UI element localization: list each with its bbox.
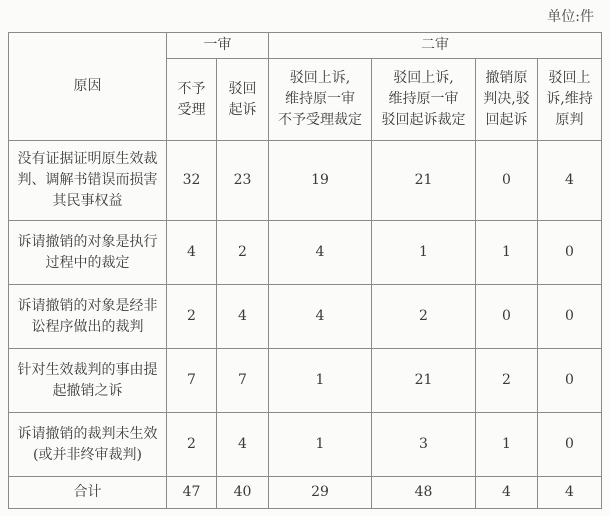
row-reason: 诉请撤销的对象是执行过程中的裁定	[9, 221, 167, 285]
total-label: 合计	[9, 477, 167, 509]
row-reason: 诉请撤销的对象是经非讼程序做出的裁判	[9, 285, 167, 349]
cell-value: 7	[167, 349, 217, 413]
table-row	[9, 221, 602, 285]
total-value: 4	[476, 477, 538, 509]
cell-value: 4	[538, 141, 602, 221]
header-row-1	[9, 33, 602, 59]
column-header: 不予 受理	[167, 59, 217, 141]
cell-value: 1	[269, 413, 372, 477]
second-instance-header: 二审	[269, 33, 602, 59]
row-reason: 针对生效裁判的事由提起撤销之诉	[9, 349, 167, 413]
cell-value: 2	[217, 221, 269, 285]
cell-value: 7	[217, 349, 269, 413]
cell-value: 1	[372, 221, 476, 285]
cell-value: 4	[167, 221, 217, 285]
cell-value: 2	[167, 413, 217, 477]
column-header: 驳回上诉, 维持原一审 不予受理裁定	[269, 59, 372, 141]
cell-value: 1	[476, 221, 538, 285]
cell-value: 21	[372, 349, 476, 413]
reason-header: 原因	[9, 33, 167, 141]
cell-value: 32	[167, 141, 217, 221]
unit-label: 单位:件	[547, 9, 594, 25]
cell-value: 2	[167, 285, 217, 349]
cell-value: 0	[476, 141, 538, 221]
cell-value: 4	[217, 413, 269, 477]
cell-value: 2	[476, 349, 538, 413]
cell-value: 4	[269, 221, 372, 285]
column-header: 驳回上 诉,维持 原判	[538, 59, 602, 141]
cell-value: 4	[269, 285, 372, 349]
row-reason: 诉请撤销的裁判未生效(或并非终审裁判)	[9, 413, 167, 477]
cell-value: 0	[538, 285, 602, 349]
cell-value: 23	[217, 141, 269, 221]
cell-value: 0	[538, 349, 602, 413]
cell-value: 3	[372, 413, 476, 477]
cell-value: 21	[372, 141, 476, 221]
total-value: 4	[538, 477, 602, 509]
statistics-table	[8, 32, 602, 509]
cell-value: 2	[372, 285, 476, 349]
cell-value: 0	[538, 221, 602, 285]
cell-value: 4	[217, 285, 269, 349]
cell-value: 0	[538, 413, 602, 477]
cell-value: 1	[269, 349, 372, 413]
table-row	[9, 285, 602, 349]
table-row	[9, 413, 602, 477]
column-header: 撤销原 判决,驳 回起诉	[476, 59, 538, 141]
cell-value: 1	[476, 413, 538, 477]
cell-value: 19	[269, 141, 372, 221]
total-value: 47	[167, 477, 217, 509]
first-instance-header: 一审	[167, 33, 269, 59]
total-row	[9, 477, 602, 509]
total-value: 29	[269, 477, 372, 509]
cell-value: 0	[476, 285, 538, 349]
row-reason: 没有证据证明原生效裁判、调解书错误而损害其民事权益	[9, 141, 167, 221]
table-row	[9, 349, 602, 413]
column-header: 驳回上诉, 维持原一审 驳回起诉裁定	[372, 59, 476, 141]
column-header: 驳回 起诉	[217, 59, 269, 141]
total-value: 40	[217, 477, 269, 509]
table-row	[9, 141, 602, 221]
total-value: 48	[372, 477, 476, 509]
